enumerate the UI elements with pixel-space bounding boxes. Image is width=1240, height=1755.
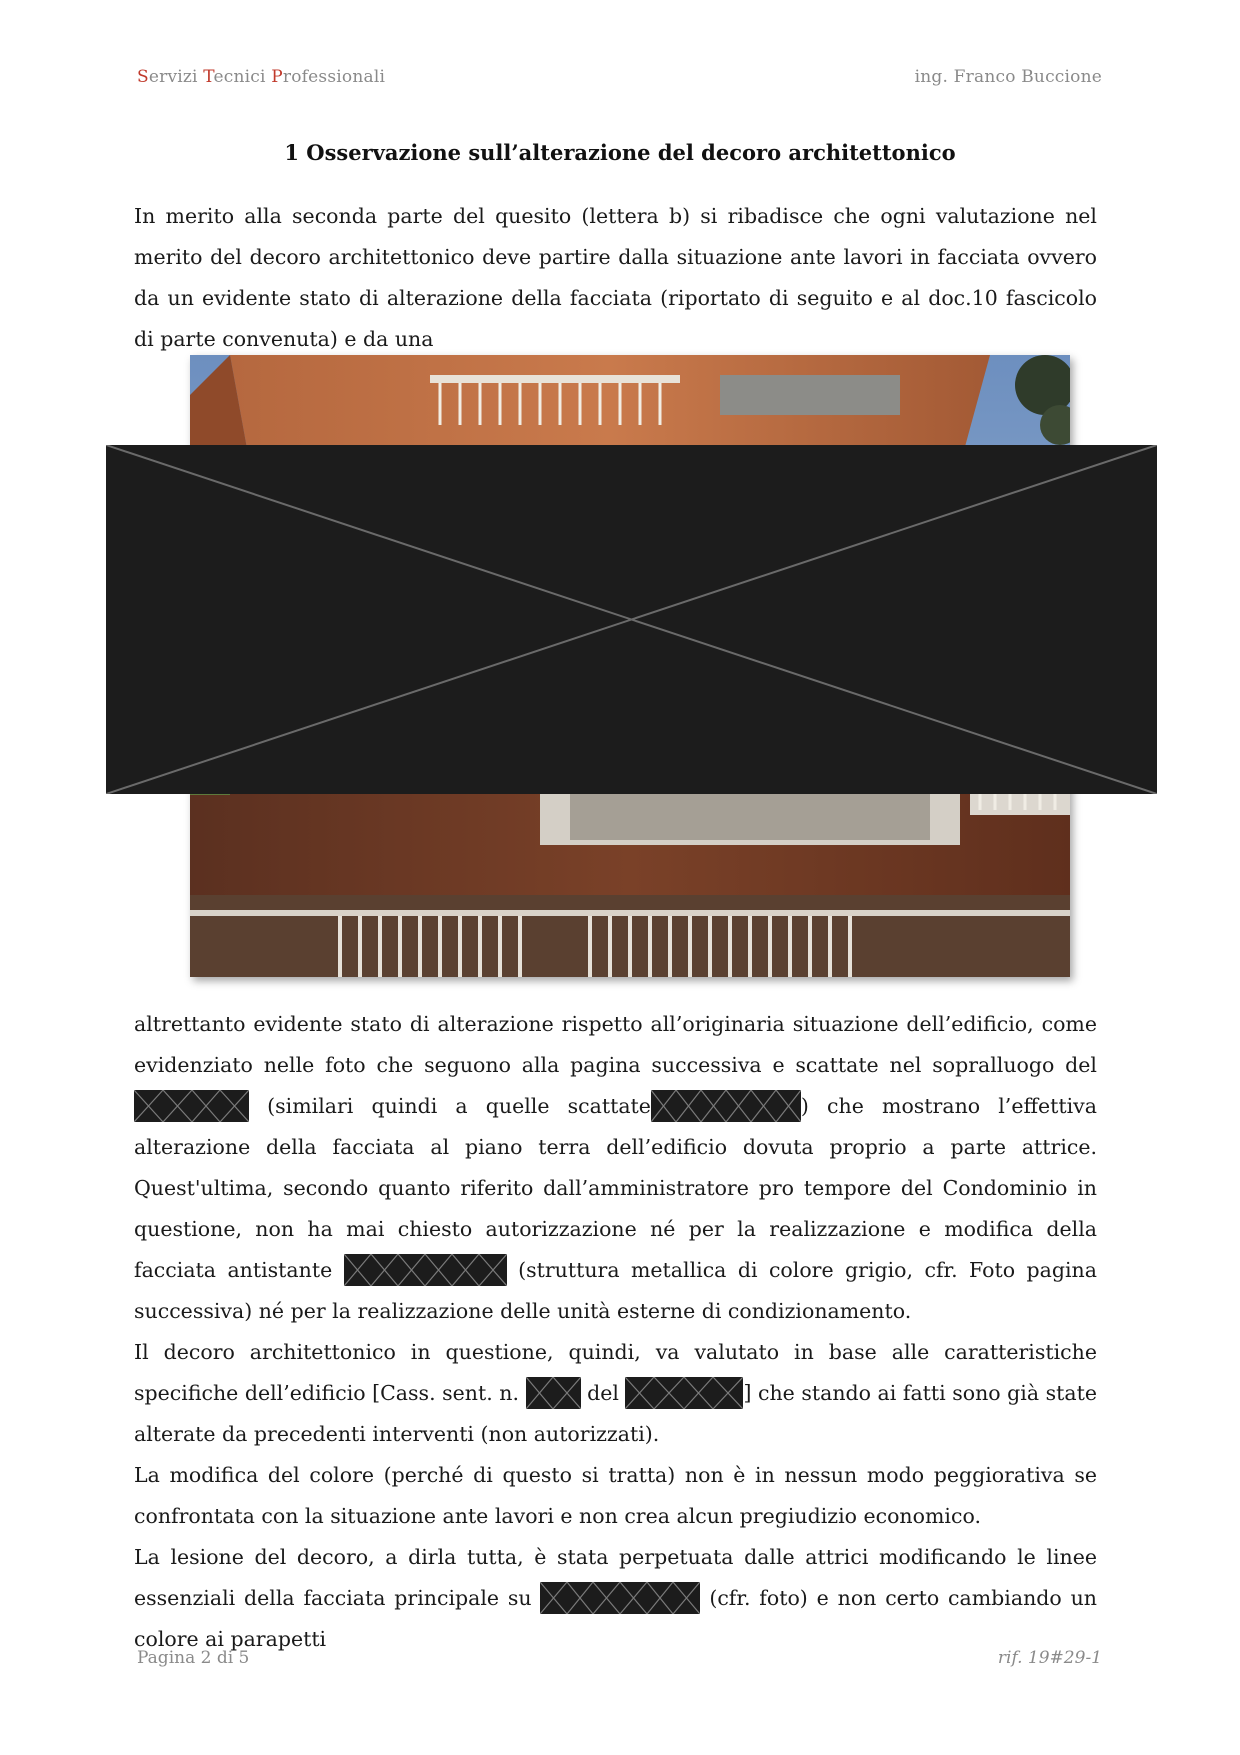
footer-reference: rif. 19#29-1 (997, 1648, 1102, 1668)
redacted-date-2 (625, 1377, 743, 1409)
redacted-party-1 (651, 1090, 801, 1122)
header-author: ing. Franco Buccione (914, 67, 1102, 87)
body-sentence-7: ] che stando ai fatti sono già state alterate da precedenti interventi (non autorizzati). (134, 1381, 1097, 1446)
header-word-2: Tecnici (203, 67, 272, 87)
redacted-sentence-number (526, 1377, 581, 1409)
paragraph-intro: In merito alla seconda parte del quesito (lettera b) si ribadisce che ogni valutazione nel merito del decoro architettonico deve partire dalla situazione ante lavori in facciata ovvero da un evidente stato di alterazione della facciata (riportato di seguito e al doc.10 fascicolo di parte convenuta) e da una (134, 204, 1097, 351)
body-sentence-5: Il decoro architettonico in questione, quindi, va valutato in base alle caratteristiche specifiche dell’edificio [Cass. sent. n. (134, 1340, 1097, 1405)
body-sentence-8: La modifica del colore (perché di questo si tratta) non è in nessun modo peggiorativa se confrontata con la situazione ante lavori e non crea alcun pregiudizio economico. (134, 1463, 1097, 1528)
paragraph-body (134, 1004, 1097, 1660)
body-sentence-9: La lesione del decoro, a dirla tutta, è stata perpetuata dalle attrici modificando le linee essenziali della facciata principale su (134, 1545, 1097, 1610)
body-sentence-2: (similari quindi a quelle scattate (267, 1094, 651, 1118)
redacted-date-1 (134, 1090, 249, 1122)
body-sentence-1: altrettanto evidente stato di alterazione rispetto all’originaria situazione dell’edificio, come evidenziato nelle foto che seguono alla pagina successiva e scattate nel sopralluogo del (134, 1012, 1097, 1077)
body-sentence-4: (struttura metallica di colore grigio, cfr. Foto pagina successiva) né per la realizzazione delle unità esterne di condizionamento. (134, 1258, 1097, 1323)
body-sentence-3: ) che mostrano l’effettiva alterazione della facciata al piano terra dell’edificio dovuta proprio a parte attrice. Quest'ultima, secondo quanto riferito dall’amministratore pro tempore del Condominio in questione, non ha mai chiesto autorizzazione né per la realizzazione e modifica della facciata antistante (134, 1094, 1097, 1282)
body-sentence-10: (cfr. foto) e non certo cambiando un colore ai parapetti (134, 1586, 1097, 1651)
redacted-location-1 (344, 1254, 507, 1286)
redacted-location-2 (540, 1582, 700, 1614)
body-sentence-6: del (587, 1381, 619, 1405)
section-title: 1 Osservazione sull’alterazione del decoro architettonico (284, 140, 956, 165)
footer-page-number: Pagina 2 di 5 (137, 1648, 250, 1668)
header-company-name (137, 67, 385, 87)
redaction-box (106, 445, 1157, 794)
header-word-3: Professionali (271, 67, 386, 87)
header-word-1: Servizi (137, 67, 204, 87)
